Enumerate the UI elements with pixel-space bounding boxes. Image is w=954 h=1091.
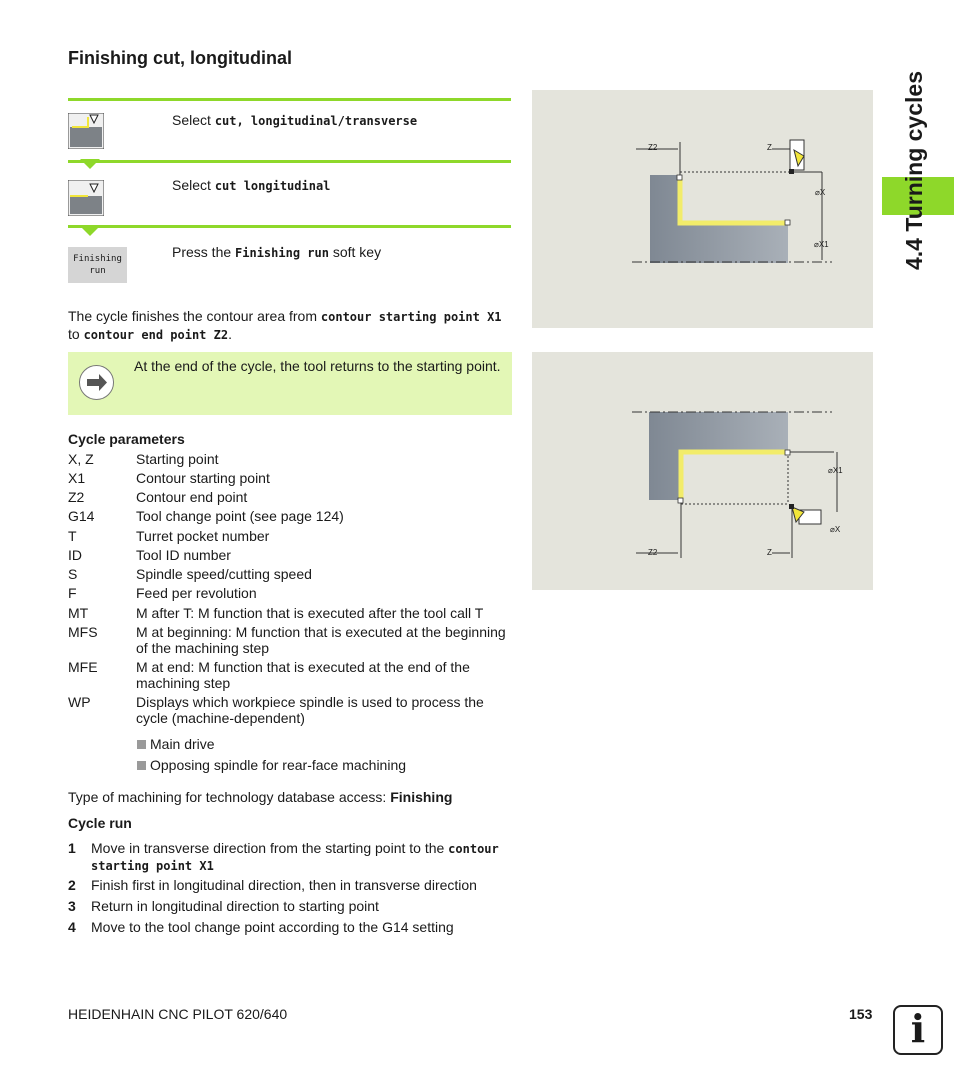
intro-paragraph: The cycle finishes the contour area from contour starting point X1 to contour end point Z2. — [68, 308, 502, 342]
step-2 — [68, 160, 511, 226]
longitudinal-cut-icon — [68, 180, 104, 216]
finishing-run-softkey[interactable]: Finishing run — [68, 247, 127, 283]
wp-option: Opposing spindle for rear-face machining — [137, 757, 406, 773]
step-3-text: Press the Finishing run soft key — [172, 244, 382, 260]
figure-rear-machining — [532, 352, 873, 590]
label-x1: ⌀X1 — [828, 466, 843, 475]
label-z2: Z2 — [648, 143, 658, 152]
page-title: Finishing cut, longitudinal — [68, 48, 292, 68]
step-1-text: Select cut, longitudinal/transverse — [172, 112, 418, 128]
step-1 — [68, 98, 511, 162]
longitudinal-transverse-cut-icon — [68, 113, 104, 149]
tech-line: Type of machining for technology database access: Finishing — [68, 789, 453, 805]
label-z2: Z2 — [648, 548, 658, 557]
step-divider — [68, 98, 511, 101]
figure-front-machining — [532, 90, 873, 328]
label-x: ⌀X — [815, 188, 826, 197]
chapter-tab-label: 4.4 Turning cycles — [901, 71, 927, 270]
step-divider — [68, 225, 511, 228]
arrow-right-icon — [79, 365, 114, 400]
wp-option: Main drive — [137, 736, 215, 752]
params-heading: Cycle parameters — [68, 431, 185, 447]
run-heading: Cycle run — [68, 815, 132, 831]
page-number: 153 — [849, 1006, 873, 1022]
label-x: ⌀X — [830, 525, 841, 534]
info-icon: i — [893, 1005, 943, 1055]
label-x1: ⌀X1 — [814, 240, 829, 249]
footer-text: HEIDENHAIN CNC PILOT 620/640 — [68, 1006, 288, 1022]
label-z: Z — [767, 143, 772, 152]
note-text: At the end of the cycle, the tool returns to the starting point. — [134, 358, 501, 374]
step-3 — [68, 225, 511, 289]
step-2-text: Select cut longitudinal — [172, 177, 331, 193]
step-divider — [68, 160, 511, 163]
label-z: Z — [767, 548, 772, 557]
note-box — [68, 352, 512, 415]
